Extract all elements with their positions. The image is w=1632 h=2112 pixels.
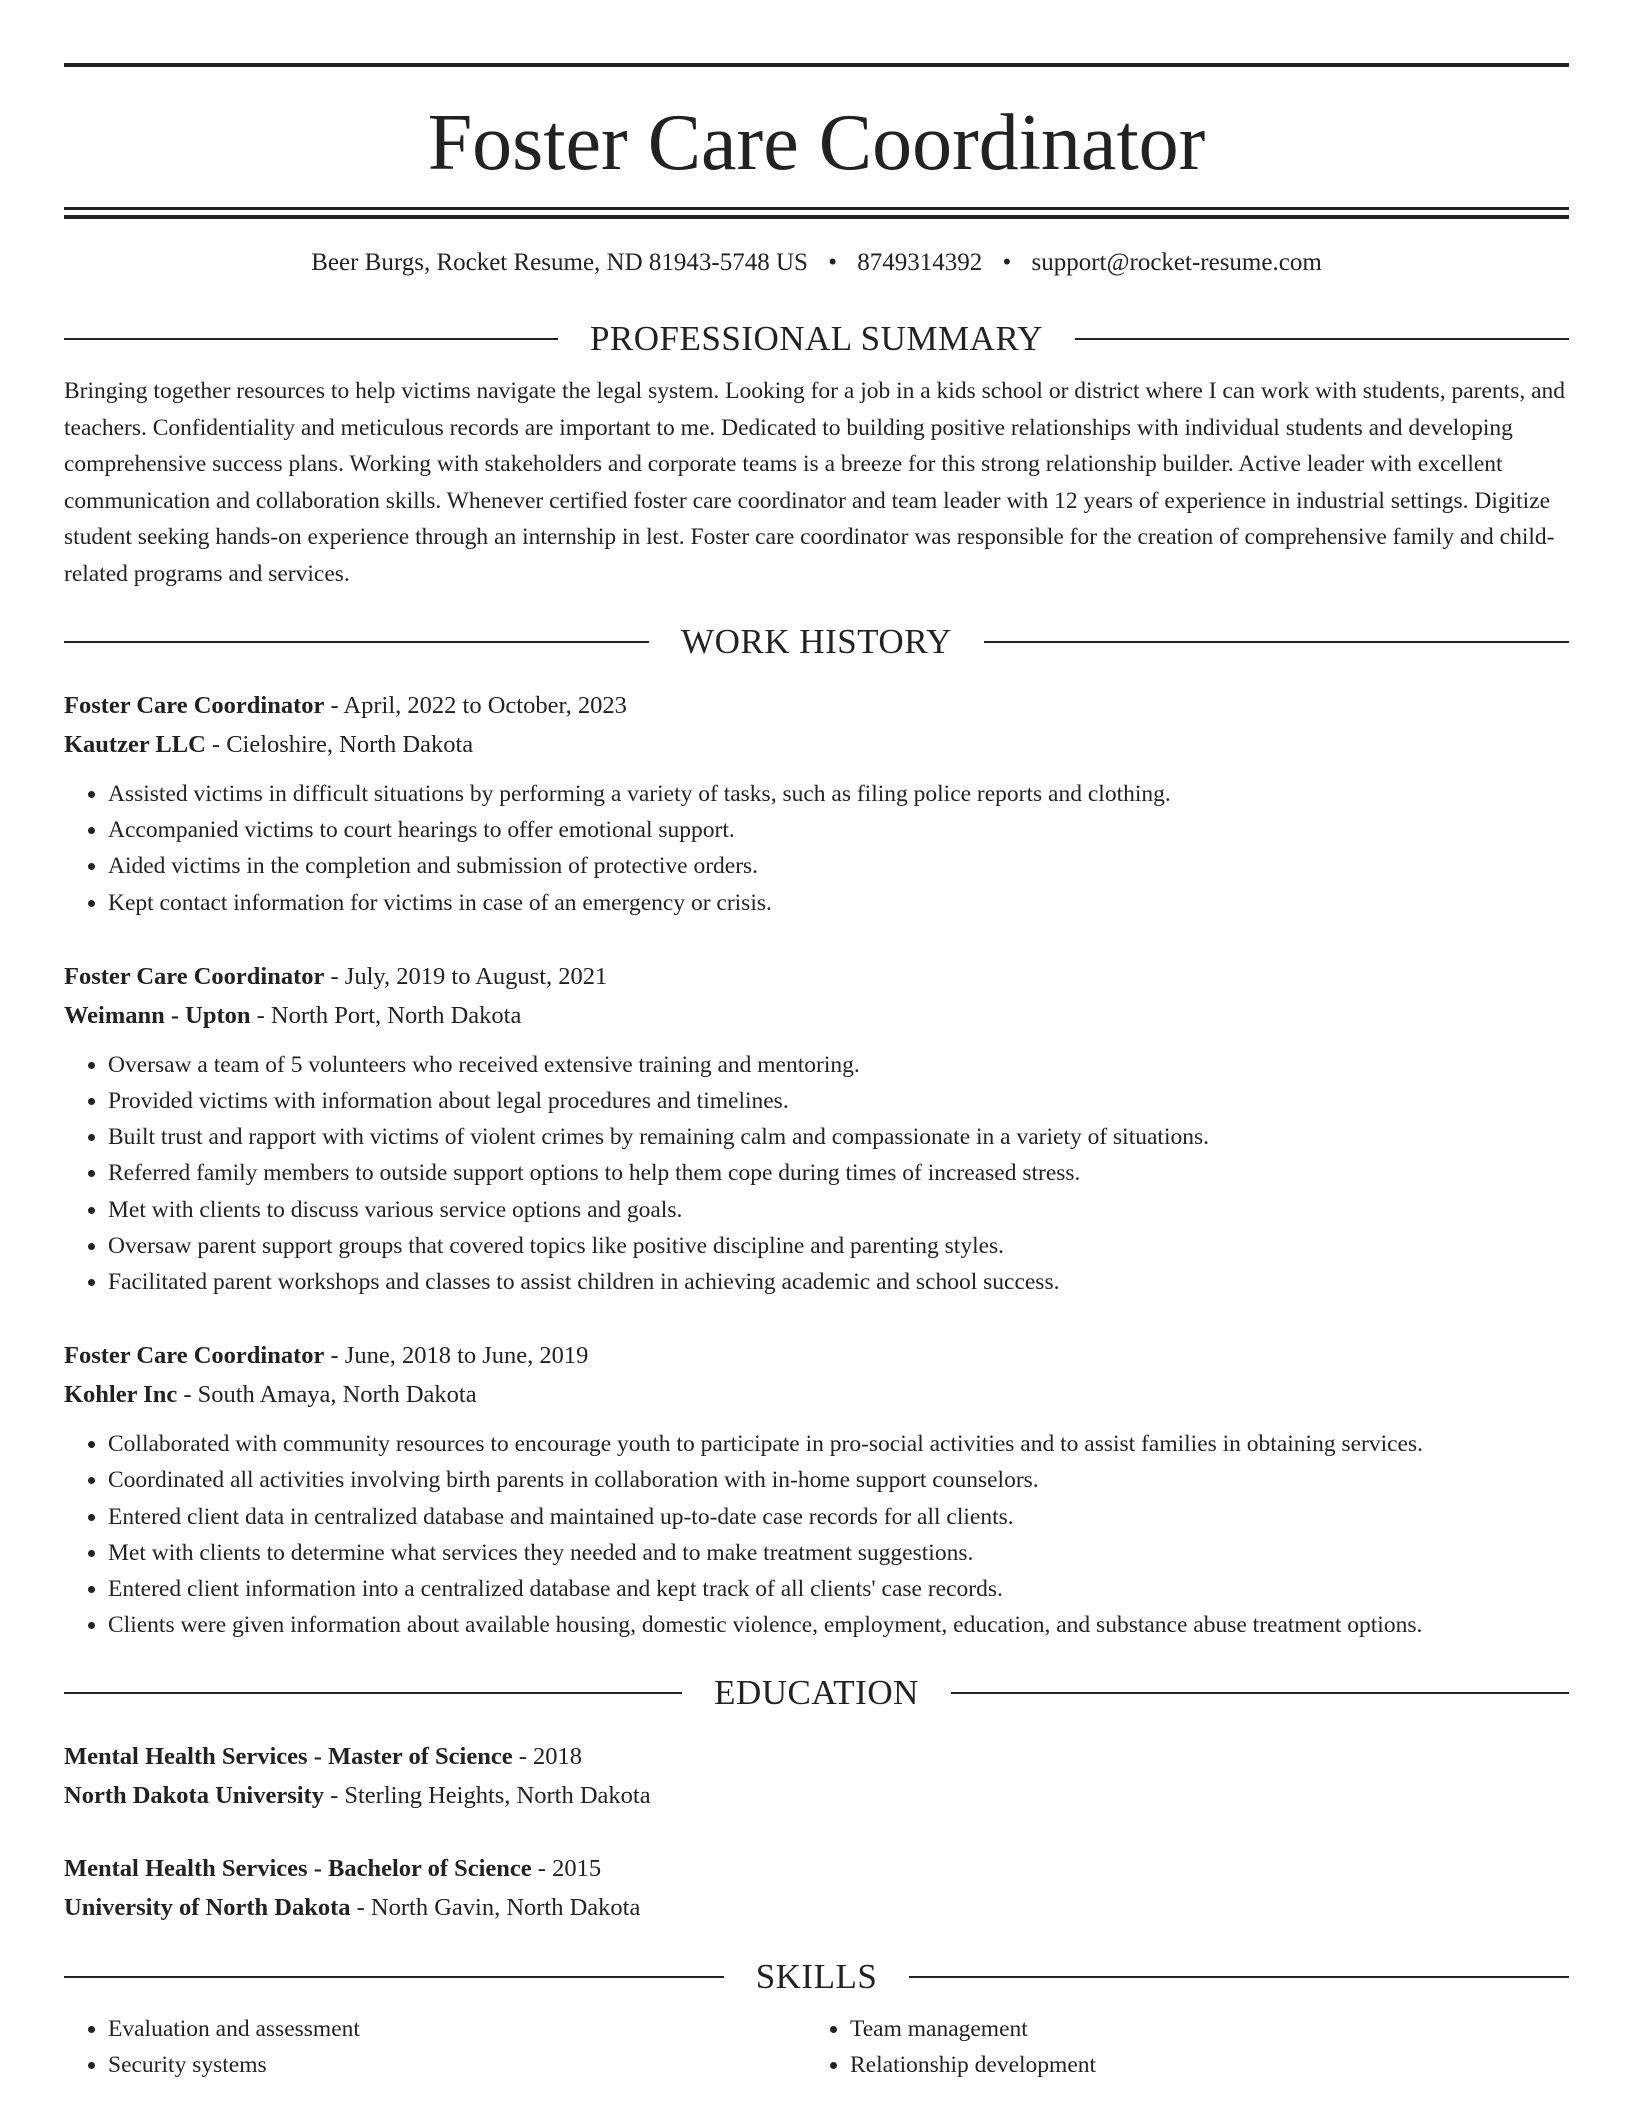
job-company: Weimann - Upton bbox=[64, 1001, 251, 1029]
job-dates: - June, 2018 to June, 2019 bbox=[324, 1342, 589, 1370]
job-bullet: • Entered client information into a centralized database and kept track of all clients' case records. bbox=[108, 1571, 1569, 1607]
education-school-line bbox=[64, 1776, 1569, 1815]
skills-column-left bbox=[64, 2011, 806, 2083]
job-bullet: • Coordinated all activities involving birth parents in collaboration with in-home support counselors. bbox=[108, 1462, 1569, 1498]
education-year: - 2015 bbox=[531, 1855, 602, 1883]
skill-item: • Evaluation and assessment bbox=[108, 2011, 806, 2047]
section-header-summary bbox=[64, 317, 1569, 361]
job-bullets bbox=[64, 776, 1569, 921]
job-bullet: • Aided victims in the completion and submission of protective orders. bbox=[108, 848, 1569, 884]
education-school-line bbox=[64, 1888, 1569, 1927]
education-entry bbox=[64, 1849, 1569, 1927]
section-rule bbox=[951, 1692, 1569, 1694]
contact-separator: • bbox=[828, 249, 837, 276]
top-rule bbox=[64, 63, 1569, 67]
job-bullet: • Oversaw parent support groups that covered topics like positive discipline and parenting styles. bbox=[108, 1228, 1569, 1264]
job-entry bbox=[64, 957, 1569, 1300]
section-rule bbox=[1075, 338, 1569, 340]
section-rule bbox=[64, 1692, 682, 1694]
education-school: North Dakota University bbox=[64, 1782, 324, 1810]
job-bullets bbox=[64, 1047, 1569, 1300]
job-dates: - July, 2019 to August, 2021 bbox=[324, 962, 608, 990]
education-entry bbox=[64, 1737, 1569, 1815]
contact-separator: • bbox=[1002, 249, 1012, 276]
section-title: EDUCATION bbox=[714, 1673, 919, 1713]
education-location: - Sterling Heights, North Dakota bbox=[323, 1782, 651, 1810]
job-bullet: • Collaborated with community resources to encourage youth to participate in pro-social activities and to assist families in obtaining services. bbox=[108, 1426, 1569, 1462]
job-company-line bbox=[64, 1375, 1569, 1414]
education-degree-line bbox=[64, 1737, 1569, 1776]
job-entry bbox=[64, 1336, 1569, 1643]
resume-page bbox=[64, 0, 1569, 2083]
skills-grid bbox=[64, 2011, 1569, 2083]
job-bullet: • Met with clients to determine what services they needed and to make treatment suggestions. bbox=[108, 1535, 1569, 1571]
job-company-line bbox=[64, 996, 1569, 1035]
contact-address: Beer Burgs, Rocket Resume, ND 81943-5748 US bbox=[311, 249, 808, 276]
section-rule bbox=[984, 641, 1569, 643]
job-entry bbox=[64, 686, 1569, 921]
job-location: - South Amaya, North Dakota bbox=[177, 1381, 477, 1409]
education-degree: Mental Health Services - Bachelor of Science bbox=[64, 1855, 532, 1883]
resume-title: Foster Care Coordinator bbox=[427, 99, 1206, 187]
section-title: PROFESSIONAL SUMMARY bbox=[589, 319, 1044, 358]
section-header-education bbox=[64, 1671, 1569, 1715]
contact-email: support@rocket-resume.com bbox=[1031, 249, 1322, 276]
job-bullet: • Accompanied victims to court hearings to offer emotional support. bbox=[108, 812, 1569, 848]
job-role-line bbox=[64, 686, 1569, 725]
job-company: Kohler Inc bbox=[64, 1381, 178, 1409]
section-rule bbox=[909, 1976, 1569, 1978]
job-dates: - April, 2022 to October, 2023 bbox=[324, 692, 627, 719]
section-rule bbox=[64, 338, 558, 340]
job-role-line bbox=[64, 957, 1569, 996]
job-bullet: • Met with clients to discuss various service options and goals. bbox=[108, 1192, 1569, 1228]
job-bullet: • Entered client data in centralized database and maintained up-to-date case records for all clients. bbox=[108, 1499, 1569, 1535]
contact-phone: 8749314392 bbox=[857, 249, 983, 276]
job-bullet: • Built trust and rapport with victims of violent crimes by remaining calm and compassionate in a variety of situations. bbox=[108, 1119, 1569, 1155]
job-bullet: • Clients were given information about available housing, domestic violence, employment, education, and substance abuse treatment options. bbox=[108, 1607, 1569, 1643]
job-bullets bbox=[64, 1426, 1569, 1643]
skill-item: • Relationship development bbox=[850, 2047, 1548, 2083]
job-bullet: • Provided victims with information about legal procedures and timelines. bbox=[108, 1083, 1569, 1119]
job-bullet: • Kept contact information for victims in case of an emergency or crisis. bbox=[108, 885, 1569, 921]
section-header-skills bbox=[64, 1955, 1569, 1999]
skill-item: • Security systems bbox=[108, 2047, 806, 2083]
job-bullet: • Facilitated parent workshops and classes to assist children in achieving academic and school success. bbox=[108, 1264, 1569, 1300]
education-degree: Mental Health Services - Master of Science bbox=[64, 1743, 513, 1771]
job-role: Foster Care Coordinator bbox=[64, 1342, 325, 1370]
job-location: - North Port, North Dakota bbox=[250, 1001, 522, 1029]
summary-text: Bringing together resources to help victims navigate the legal system. Looking for a job in a kids school or district where I can work with students, parents, and teachers. Confidentiality and meticulous records are important to me. Dedicated to building positive relationships with individual students and developing comprehensive success plans. Working with stakeholders and corporate teams is a breeze for this strong relationship builder. Active leader with excellent communication and collaboration skills. Whenever certified foster care coordinator and team leader with 12 years of experience in industrial settings. Digitize student seeking hands-on experience through an internship in lest. Foster care coordinator was responsible for the creation of comprehensive family and child-related programs and services. bbox=[64, 378, 1566, 587]
section-title: WORK HISTORY bbox=[681, 622, 952, 661]
job-role: Foster Care Coordinator bbox=[64, 962, 325, 990]
skill-item: • Team management bbox=[850, 2011, 1548, 2047]
job-bullet: • Oversaw a team of 5 volunteers who received extensive training and mentoring. bbox=[108, 1047, 1569, 1083]
job-company: Kautzer LLC bbox=[64, 731, 206, 758]
job-role: Foster Care Coordinator bbox=[64, 692, 325, 719]
education-school: University of North Dakota bbox=[64, 1894, 351, 1922]
section-rule bbox=[64, 641, 649, 643]
job-role-line bbox=[64, 1336, 1569, 1375]
job-company-line bbox=[64, 725, 1569, 764]
education-year: - 2018 bbox=[512, 1743, 582, 1771]
section-title: SKILLS bbox=[755, 1957, 878, 1997]
job-bullet: • Assisted victims in difficult situations by performing a variety of tasks, such as filing police reports and clothing. bbox=[108, 776, 1569, 812]
job-location: - Cieloshire, North Dakota bbox=[205, 731, 474, 758]
contact-line bbox=[64, 249, 1569, 289]
education-degree-line bbox=[64, 1849, 1569, 1888]
title-double-rule bbox=[64, 207, 1569, 219]
job-bullet: • Referred family members to outside support options to help them cope during times of increased stress. bbox=[108, 1155, 1569, 1191]
skills-column-right bbox=[806, 2011, 1548, 2083]
education-location: - North Gavin, North Dakota bbox=[350, 1894, 641, 1922]
section-header-work-history bbox=[64, 620, 1569, 664]
section-rule bbox=[64, 1976, 724, 1978]
